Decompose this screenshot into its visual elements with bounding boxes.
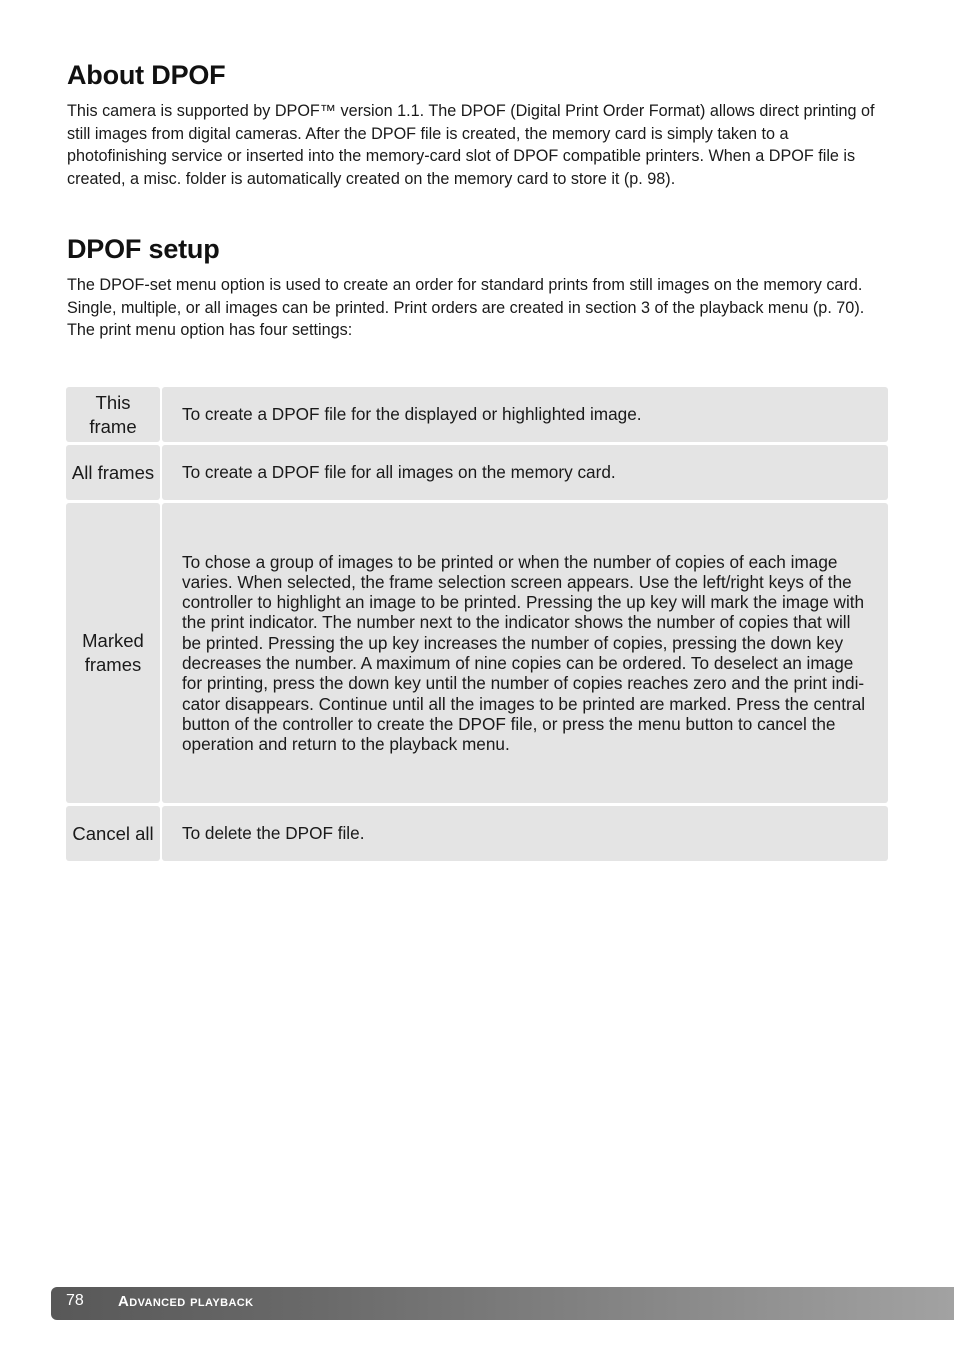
setting-description: To delete the DPOF file. [162, 806, 888, 861]
setting-label: This frame [66, 387, 160, 442]
page-number: 78 [66, 1292, 84, 1309]
setting-description: To create a DPOF file for all images on the memory card. [162, 445, 888, 500]
table-row-marked-frames [66, 503, 888, 803]
dpof-setup-heading: DPOF setup [67, 234, 220, 264]
setting-description: To create a DPOF file for the displayed or highlighted image. [162, 387, 888, 442]
setting-description: To chose a group of images to be printed or when the number of copies of each image varies. When selected, the frame selection screen appears. Use the left/right keys of the controller to highlight an image to be printed. Pressing the up key will mark the image with the print indicator. The number next to the indicator shows the number of copies that will be printed. Pressing the up key increases the number of copies, pressing the down key decreases the number. A maximum of nine copies can be ordered. To deselect an image for printing, press the down key until the number of copies reaches zero and the print indi-cator disappears. Continue until all the images to be printed are marked. Press the central button of the controller to create the DPOF file, or press the menu button to cancel the operation and return to the playback menu. [162, 503, 888, 803]
about-dpof-paragraph: This camera is supported by DPOF™ version 1.1. The DPOF (Digital Print Order Format) allows direct printing of still images from digital cameras. After the DPOF file is created, the memory card is simply taken to a photofinishing service or inserted into the memory-card slot of DPOF compatible printers. When a DPOF file is created, a misc. folder is automatically created on the memory card to store it (p. 98). [67, 102, 875, 189]
dpof-setup-paragraph: The DPOF-set menu option is used to create an order for standard prints from still images on the memory card. Single, multiple, or all images can be printed. Print orders are created in section 3 of the playback menu (p. 70). The print menu option has four settings: [67, 276, 865, 340]
table-row-all-frames [66, 445, 888, 500]
section-title: Advanced playback [118, 1293, 254, 1310]
table-row-this-frame [66, 387, 888, 442]
setting-label: Cancel all [66, 806, 160, 861]
table-row-cancel-all [66, 806, 888, 861]
about-dpof-heading: About DPOF [67, 60, 226, 90]
setting-label: Marked frames [66, 503, 160, 803]
setting-label: All frames [66, 445, 160, 500]
